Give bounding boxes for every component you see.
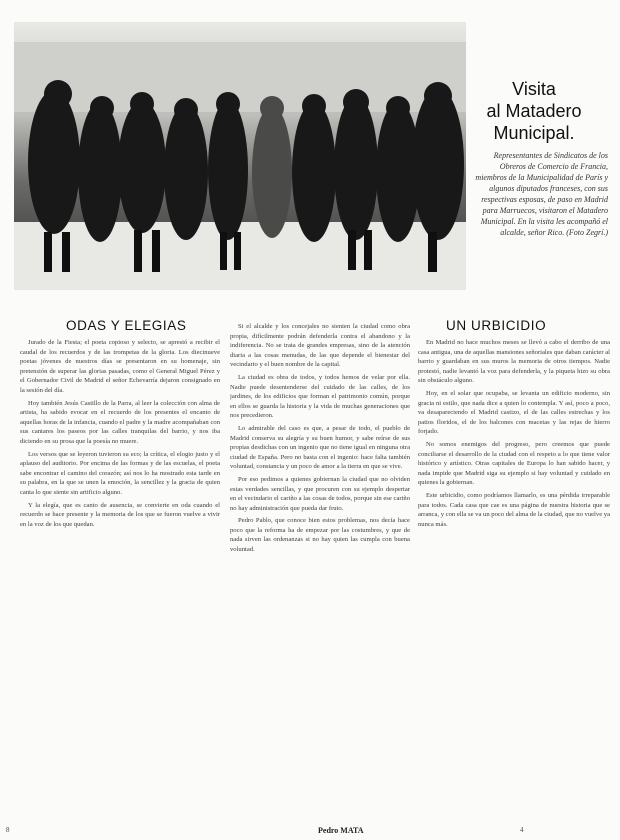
photo-caption: Representantes de Sindicatos de los Obreros de Comercio de Francia, miembros de la Municipalidad de París y algunos diputados franceses, con sus respectivas esposas, de paso en Madrid para Marruecos, visitaron el Matadero Municipal. En la visita les acompañó el alcalde, señor Rico. (Foto Zegrí.) — [475, 151, 608, 237]
article-odas-body — [20, 338, 220, 818]
article-urbicidio-body — [418, 338, 610, 820]
news-photo — [14, 22, 466, 290]
paragraph: Lo admirable del caso es que, a pesar de todo, el pueblo de Madrid conserva su alegría y su buen humor, y sabe reírse de sus propias desdichas con un ingenio que no tiene igual en ninguna otra ciudad de España. Pero no basta con el ingenio: hace falta también voluntad, constancia y un poco de amor a la tierra en que se vive. — [230, 424, 410, 471]
article-signature: Pedro MATA — [318, 826, 364, 835]
paragraph: Por eso pedimos a quienes gobiernan la ciudad que no olviden estas verdades sencillas, y que procuren con su ejemplo despertar en el vecindario el cariño a las cosas de todos, porque sin ese cariño no hay administración que pueda dar fruto. — [230, 475, 410, 512]
article-title-odas: ODAS Y ELEGIAS — [66, 318, 187, 333]
paragraph: Pedro Pablo, que conoce bien estos problemas, nos decía hace poco que la reforma ha de empezar por las costumbres, y que de nada sirven las ordenanzas si no hay quien las cumpla con buena voluntad. — [230, 517, 410, 554]
headline-line: Municipal. — [493, 123, 575, 143]
photo-crowd-icon — [14, 22, 466, 290]
article-title-urbicidio: UN URBICIDIO — [446, 318, 547, 333]
folio-right: 4 — [520, 826, 524, 834]
photo-headline — [474, 78, 594, 144]
article-middle-body — [230, 322, 410, 822]
paragraph: No somos enemigos del progreso, pero creemos que puede conciliarse el desarrollo de la ciudad con el respeto a lo que tiene valor histórico y artístico. Otras capitales de Europa lo han sabido hacer, y nada impide que Madrid siga su ejemplo si hay voluntad y cuidado en quienes la gobiernan. — [418, 440, 610, 487]
paragraph: Hoy también Jesús Castillo de la Parra, al leer la colección con alma de artista, ha sabido evocar en el recuerdo de los presentes el encanto de aquellas horas de la infancia, cuando el padre y la madre acompañaban con sus cantares los paseos por las calles tranquilas del barrio, y nos iba diciendo en su prosa que la poesía no muere. — [20, 399, 220, 445]
headline-line: al Matadero — [486, 101, 582, 121]
paragraph: Y la elegía, que es canto de ausencia, se convierte en oda cuando el recuerdo se hace presente y la memoria de los que se fueron vuelve a vivir en la voz de los que quedan. — [20, 501, 220, 528]
paragraph: Este urbicidio, como podríamos llamarlo, es una pérdida irreparable para todos. Cada casa que cae es una página de nuestra historia que se arranca, y con ella se va un poco del alma de la ciudad, que no vuelve ya nunca más. — [418, 491, 610, 528]
paragraph: Si el alcalde y los concejales no sienten la ciudad como obra propia, difícilmente podrán defenderla contra el abandono y la indiferencia. No se trata de grandes empresas, sino de la atención diaria a las cosas menudas, de las que depende el bienestar del vecindario y el buen nombre de la capital. — [230, 323, 410, 369]
paragraph: En Madrid no hace muchos meses se llevó a cabo el derribo de una casa antigua, una de aquellas mansiones señoriales que daban carácter al barrio y guardaban en sus muros la memoria de otros tiempos. Nadie protestó, nadie levantó la voz para defenderla, y la piqueta hizo su obra sin obstáculo alguno. — [418, 339, 610, 385]
headline-line: Visita — [512, 79, 556, 99]
paragraph: Jurado de la Fiesta; el poeta copioso y selecto, se aprestó a recibir el caudal de los recuerdos y de las trompetas de la gloria. Los diecinueve poetas jóvenes de nuestros días se presentaron en su homenaje, sin pretensión de superar las glorias pasadas, como el General Miguel Pérez y el Gobernador Civil de Madrid el señor Echevarría dejaron consignado en la sesión del día. — [20, 339, 220, 394]
paragraph: Hoy, en el solar que ocupaba, se levanta un edificio moderno, sin gracia ni estilo, que nada dice a quien lo contempla. Y así, poco a poco, va desapareciendo el Madrid castizo, el de las calles estrechas y los patios floridos, el de los balcones con macetas y las rejas de hierro forjado. — [418, 389, 610, 436]
paragraph: Los versos que se leyeron tuvieron su eco; la crítica, el elogio justo y el aplauso del auditorio. Por encima de las formas y de las escuelas, el poeta sabe encontrar el camino del corazón; así nos lo ha mostrado esta tarde en su palabra, en la que se unen la emoción, la sencillez y la gracia de quien canta lo que siente sin artificio alguno. — [20, 450, 220, 496]
paragraph: La ciudad es obra de todos, y todos hemos de velar por ella. Nadie puede desentenderse del cuidado de las calles, de los jardines, de los edificios que forman el patrimonio común, porque en ellos se guarda la historia y la vida de muchas generaciones que nos precedieron. — [230, 373, 410, 420]
folio-left: 8 — [6, 826, 10, 834]
